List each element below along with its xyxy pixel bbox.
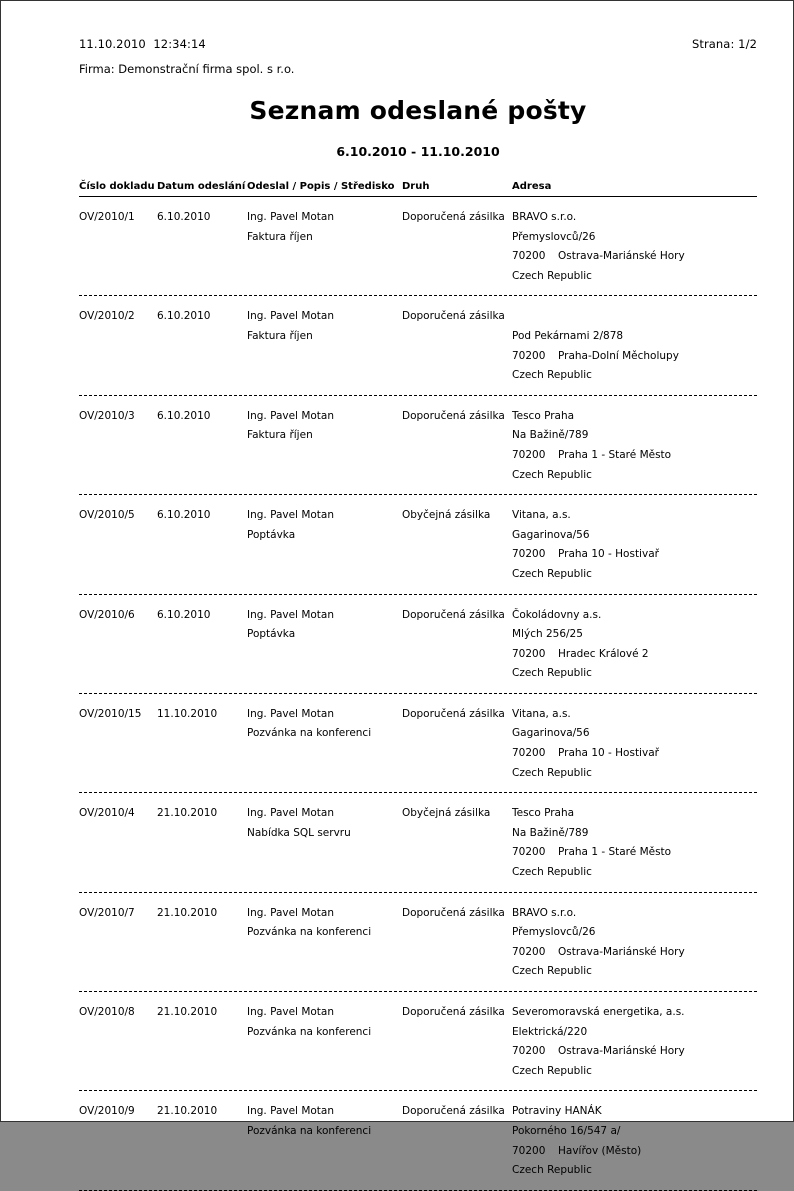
cell-address <box>512 296 757 394</box>
address-street: Pokorného 16/547 a/ <box>512 1124 621 1137</box>
address-citystate <box>512 1042 757 1062</box>
cell-send-date <box>157 793 247 891</box>
address-zip: 70200 <box>512 349 546 362</box>
cell-sender <box>247 793 402 891</box>
cell-send-date <box>157 396 247 494</box>
sender-desc: Faktura říjen <box>247 429 313 442</box>
column-header-address: Adresa <box>512 181 757 197</box>
cell-address <box>512 793 757 891</box>
cell-doc-number <box>79 694 157 792</box>
address-zip: 70200 <box>512 846 546 859</box>
cell-sender <box>247 1091 402 1189</box>
address-name: Čokoládovny a.s. <box>512 608 602 621</box>
report-meta <box>79 37 757 51</box>
table-row <box>79 197 757 296</box>
company-name: Firma: Demonstrační firma spol. s r.o. <box>79 62 295 76</box>
table-row <box>79 296 757 394</box>
table-header-row <box>79 181 757 197</box>
cell-type <box>402 197 512 296</box>
address-country: Czech Republic <box>512 369 592 382</box>
doc-number: OV/2010/7 <box>79 906 135 919</box>
page-title: Seznam odeslané pošty <box>249 96 587 125</box>
address-street: Přemyslovců/26 <box>512 230 596 243</box>
address-zip: 70200 <box>512 747 546 760</box>
table-row <box>79 495 757 593</box>
table-body <box>79 197 757 1191</box>
cell-doc-number <box>79 992 157 1090</box>
address-zip: 70200 <box>512 448 546 461</box>
sender-desc: Pozvánka na konferenci <box>247 1124 372 1137</box>
address-street: Gagarinova/56 <box>512 727 590 740</box>
address-city: Ostrava-Mariánské Hory <box>558 250 685 263</box>
cell-address <box>512 992 757 1090</box>
address-street: Pod Pekárnami 2/878 <box>512 329 624 342</box>
doc-number: OV/2010/1 <box>79 211 135 223</box>
address-zip: 70200 <box>512 1144 546 1157</box>
address-citystate <box>512 1142 757 1162</box>
sender-name: Ing. Pavel Motan <box>247 509 335 522</box>
cell-doc-number <box>79 197 157 296</box>
address-country: Czech Republic <box>512 766 592 779</box>
address-name: Tesco Praha <box>512 409 575 422</box>
sender-name: Ing. Pavel Motan <box>247 707 335 720</box>
address-street: Mlých 256/25 <box>512 628 583 641</box>
address-country: Czech Republic <box>512 567 592 580</box>
sender-name: Ing. Pavel Motan <box>247 906 335 919</box>
cell-type <box>402 694 512 792</box>
address-country: Czech Republic <box>512 965 592 978</box>
page-number: Strana: 1/2 <box>691 37 757 51</box>
doc-number: OV/2010/8 <box>79 1006 135 1018</box>
cell-sender <box>247 396 402 494</box>
address-city: Praha 1 - Staré Město <box>558 448 672 461</box>
address-city: Hradec Králové 2 <box>558 647 649 660</box>
send-date: 21.10.2010 <box>157 807 218 820</box>
doc-number: OV/2010/3 <box>79 409 135 422</box>
cell-type <box>402 992 512 1090</box>
address-citystate <box>512 446 757 466</box>
mail-type: Doporučená zásilka <box>402 707 505 720</box>
sender-name: Ing. Pavel Motan <box>247 1105 335 1118</box>
table-row <box>79 396 757 494</box>
column-header-date: Datum odeslání <box>157 181 247 197</box>
cell-doc-number <box>79 296 157 394</box>
send-date: 6.10.2010 <box>157 608 211 621</box>
address-country: Czech Republic <box>512 1064 592 1077</box>
address-zip: 70200 <box>512 250 546 263</box>
sender-desc: Pozvánka na konferenci <box>247 1025 372 1038</box>
cell-doc-number <box>79 793 157 891</box>
address-zip: 70200 <box>512 548 546 561</box>
address-country: Czech Republic <box>512 1164 592 1177</box>
sender-name: Ing. Pavel Motan <box>247 1006 335 1018</box>
mail-type: Doporučená zásilka <box>402 1105 505 1118</box>
cell-type <box>402 396 512 494</box>
address-zip: 70200 <box>512 1045 546 1058</box>
cell-type <box>402 1091 512 1189</box>
cell-send-date <box>157 893 247 991</box>
address-city: Havířov (Město) <box>558 1144 642 1157</box>
cell-sender <box>247 893 402 991</box>
address-city: Praha 10 - Hostivař <box>558 747 659 760</box>
address-country: Czech Republic <box>512 667 592 680</box>
doc-number: OV/2010/15 <box>79 707 142 720</box>
address-street: Přemyslovců/26 <box>512 926 596 939</box>
address-street: Na Bažině/789 <box>512 429 589 442</box>
sender-desc: Pozvánka na konferenci <box>247 727 372 740</box>
cell-doc-number <box>79 1091 157 1189</box>
print-datetime: 11.10.2010 12:34:14 <box>79 37 206 51</box>
sender-desc: Faktura říjen <box>247 329 313 342</box>
cell-address <box>512 595 757 693</box>
cell-type <box>402 793 512 891</box>
mail-type: Doporučená zásilka <box>402 310 505 323</box>
cell-doc-number <box>79 893 157 991</box>
address-name: Tesco Praha <box>512 807 575 820</box>
address-street: Elektrická/220 <box>512 1025 588 1038</box>
send-date: 21.10.2010 <box>157 906 218 919</box>
address-city: Praha-Dolní Měcholupy <box>558 349 679 362</box>
sender-name: Ing. Pavel Motan <box>247 310 335 323</box>
cell-type <box>402 296 512 394</box>
sender-name: Ing. Pavel Motan <box>247 608 335 621</box>
cell-sender <box>247 595 402 693</box>
mail-type: Doporučená zásilka <box>402 906 505 919</box>
address-street: Gagarinova/56 <box>512 528 590 541</box>
cell-doc-number <box>79 495 157 593</box>
cell-send-date <box>157 495 247 593</box>
mail-list-table <box>79 181 757 1191</box>
address-citystate <box>512 247 757 267</box>
sender-name: Ing. Pavel Motan <box>247 211 335 223</box>
address-citystate <box>512 744 757 764</box>
address-zip: 70200 <box>512 945 546 958</box>
mail-type: Doporučená zásilka <box>402 409 505 422</box>
sender-desc: Poptávka <box>247 528 296 541</box>
cell-sender <box>247 694 402 792</box>
date-range: 6.10.2010 - 11.10.2010 <box>336 144 500 159</box>
address-name: Severomoravská energetika, a.s. <box>512 1006 685 1018</box>
cell-send-date <box>157 197 247 296</box>
doc-number: OV/2010/9 <box>79 1105 135 1118</box>
mail-type: Doporučená zásilka <box>402 211 505 223</box>
cell-address <box>512 197 757 296</box>
report-sheet <box>79 37 757 1191</box>
address-street: Na Bažině/789 <box>512 826 589 839</box>
cell-doc-number <box>79 396 157 494</box>
address-name: Vitana, a.s. <box>512 707 571 720</box>
address-citystate <box>512 645 757 665</box>
cell-type <box>402 595 512 693</box>
cell-sender <box>247 495 402 593</box>
table-row <box>79 992 757 1090</box>
cell-doc-number <box>79 595 157 693</box>
cell-address <box>512 893 757 991</box>
send-date: 6.10.2010 <box>157 310 211 323</box>
cell-address <box>512 396 757 494</box>
doc-number: OV/2010/6 <box>79 608 135 621</box>
sender-name: Ing. Pavel Motan <box>247 807 335 820</box>
column-header-sender: Odeslal / Popis / Středisko <box>247 181 402 197</box>
address-citystate <box>512 843 757 863</box>
table-row <box>79 793 757 891</box>
address-city: Ostrava-Mariánské Hory <box>558 1045 685 1058</box>
doc-number: OV/2010/4 <box>79 807 135 820</box>
sender-desc: Poptávka <box>247 628 296 641</box>
cell-send-date <box>157 992 247 1090</box>
address-citystate <box>512 545 757 565</box>
address-city: Praha 1 - Staré Město <box>558 846 672 859</box>
address-name: Potraviny HANÁK <box>512 1105 602 1118</box>
cell-type <box>402 495 512 593</box>
table-row <box>79 893 757 991</box>
cell-address <box>512 694 757 792</box>
address-city: Praha 10 - Hostivař <box>558 548 659 561</box>
cell-sender <box>247 296 402 394</box>
cell-type <box>402 893 512 991</box>
mail-type: Doporučená zásilka <box>402 608 505 621</box>
address-citystate <box>512 943 757 963</box>
column-header-type: Druh <box>402 181 512 197</box>
address-country: Czech Republic <box>512 866 592 879</box>
cell-send-date <box>157 595 247 693</box>
send-date: 6.10.2010 <box>157 211 211 223</box>
address-country: Czech Republic <box>512 468 592 481</box>
cell-address <box>512 1091 757 1189</box>
send-date: 6.10.2010 <box>157 509 211 522</box>
address-zip: 70200 <box>512 647 546 660</box>
mail-type: Doporučená zásilka <box>402 1006 505 1018</box>
send-date: 6.10.2010 <box>157 409 211 422</box>
send-date: 11.10.2010 <box>157 707 218 720</box>
sender-name: Ing. Pavel Motan <box>247 409 335 422</box>
send-date: 21.10.2010 <box>157 1105 218 1118</box>
table-row <box>79 1091 757 1189</box>
column-header-doc: Číslo dokladu <box>79 181 157 197</box>
sender-desc: Nabídka SQL servru <box>247 826 351 839</box>
address-name: BRAVO s.r.o. <box>512 906 577 919</box>
address-name: Vitana, a.s. <box>512 509 571 522</box>
send-date: 21.10.2010 <box>157 1006 218 1018</box>
address-name: BRAVO s.r.o. <box>512 211 577 223</box>
doc-number: OV/2010/2 <box>79 310 135 323</box>
address-country: Czech Republic <box>512 269 592 282</box>
mail-type: Obyčejná zásilka <box>402 807 491 820</box>
cell-send-date <box>157 296 247 394</box>
cell-sender <box>247 992 402 1090</box>
sender-desc: Faktura říjen <box>247 230 313 243</box>
cell-address <box>512 495 757 593</box>
cell-send-date <box>157 694 247 792</box>
address-city: Ostrava-Mariánské Hory <box>558 945 685 958</box>
doc-number: OV/2010/5 <box>79 509 135 522</box>
mail-type: Obyčejná zásilka <box>402 509 491 522</box>
cell-send-date <box>157 1091 247 1189</box>
sender-desc: Pozvánka na konferenci <box>247 926 372 939</box>
cell-sender <box>247 197 402 296</box>
address-citystate <box>512 347 757 367</box>
table-row <box>79 694 757 792</box>
table-row <box>79 595 757 693</box>
